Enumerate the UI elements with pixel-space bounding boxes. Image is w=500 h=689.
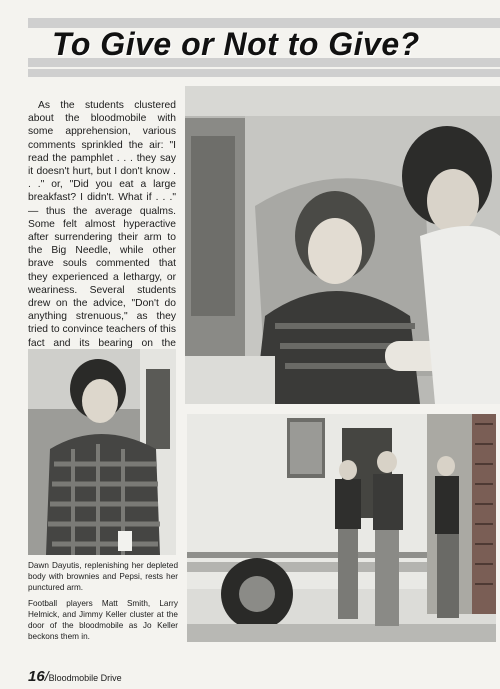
page-footer: [28, 668, 122, 686]
headline-banner: [28, 16, 500, 78]
folio-divider: /: [44, 668, 49, 684]
banner-stripe: [28, 69, 500, 77]
photo-donor-giving-blood: [185, 86, 500, 404]
caption-dawn: Dawn Dayutis, replenishing her depleted body with brownies and Pepsi, rests her punctured arm.: [28, 561, 178, 592]
page-number: 16: [28, 668, 45, 685]
photo-dawn-dayutis: [28, 349, 176, 555]
photo-football-players-bloodmobile: [187, 414, 496, 642]
section-name: Bloodmobile Drive: [48, 673, 122, 683]
article-body: As the students clustered about the bloodmobile with some apprehension, various comments sprinkled the air: "I read the pamphlet . . . they say it doesn't hurt, but I don't know . . ." or, "Did you eat a large breakfast? I didn't. What if . . ." — thus the average qualms. Some felt almost hyperactive after surrendering their arm to the Big Needle, while other brave souls commented that they experienced a lethargy, or weariness. Several students drew on the advice, "Don't do anything strenuous," as they tried to convince teachers of this fact and its bearing on the: [28, 100, 176, 349]
caption-football-players: Football players Matt Smith, Larry Helmick, and Jimmy Keller cluster at the door of the bloodmobile as Jo Keller beckons them in.: [28, 599, 178, 641]
page-headline: To Give or Not to Give?: [52, 26, 420, 62]
